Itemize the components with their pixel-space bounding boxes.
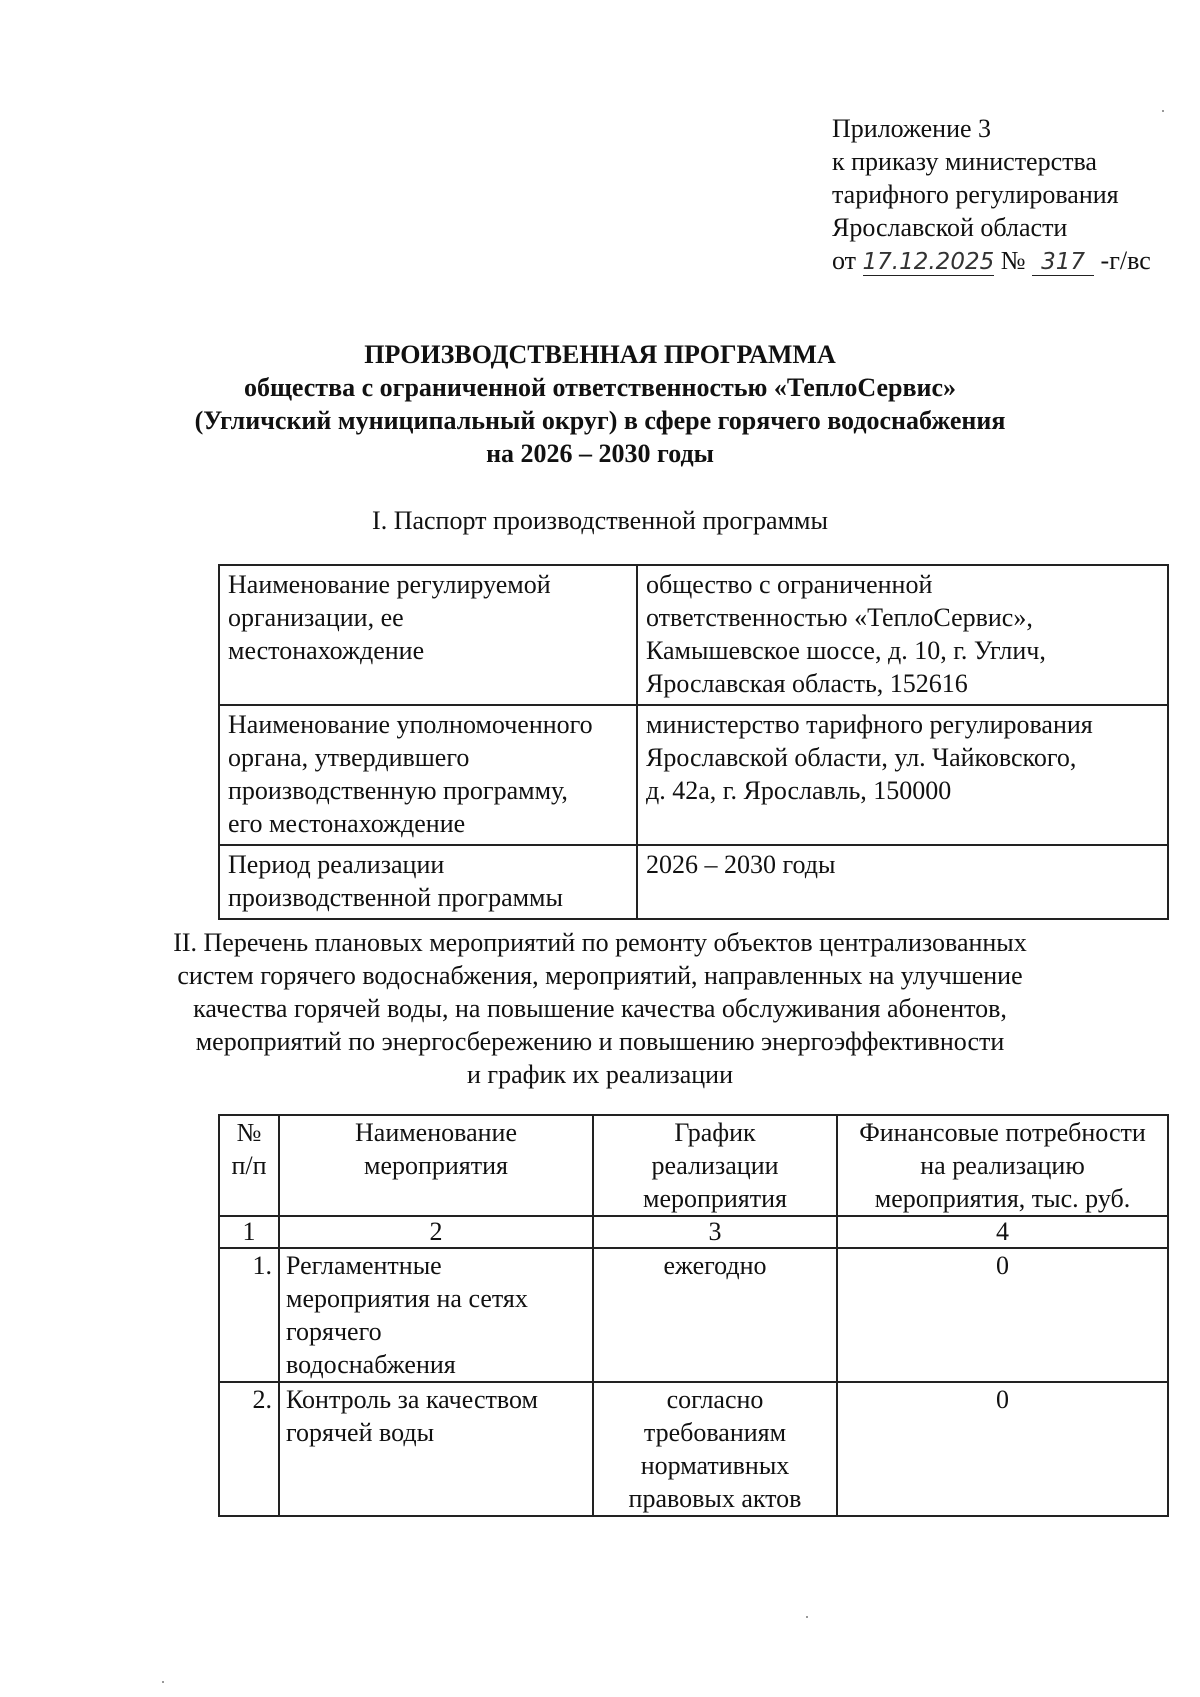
schedule-cell [593,1382,837,1516]
text-line: Ярославской области, ул. Чайковского, [646,743,1077,772]
text-line: мероприятия, тыс. руб. [874,1184,1131,1213]
text-line: Наименование [355,1118,517,1147]
text-line: 2026 – 2030 годы [646,850,836,879]
appendix-order-line [832,244,1172,277]
text-line: Наименование уполномоченного [228,710,593,739]
text-line: правовых актов [628,1484,802,1513]
text-line: согласно [666,1385,764,1414]
appendix-line-4: Ярославской области [832,213,1068,242]
title-line-2: общества с ограниченной ответственностью «ТеплоСервис» [243,373,957,402]
appendix-line-1: Приложение 3 [832,114,992,143]
text-line: реализации [651,1151,779,1180]
passport-label-cell [219,565,637,705]
section1-heading: I. Паспорт производственной программы [372,506,828,535]
text-line: организации, ее [228,603,404,632]
text-line: № [236,1118,262,1147]
column-number: 4 [837,1216,1168,1248]
column-number: 1 [219,1216,279,1248]
passport-value-cell [637,705,1168,845]
appendix-line-3: тарифного регулирования [832,180,1119,209]
heading-line: систем горячего водоснабжения, мероприятий, направленных на улучшение [177,961,1023,990]
text-line: Финансовые потребности [859,1118,1146,1147]
header-cell-schedule [593,1115,837,1216]
measure-name-cell [279,1248,593,1382]
appendix-line-2: к приказу министерства [832,147,1097,176]
text-line: местонахождение [228,636,425,665]
table-row [219,565,1168,705]
column-number-row [219,1216,1168,1248]
text-line: нормативных [640,1451,790,1480]
text-line: мероприятия на сетях [286,1284,528,1313]
title-line-3: (Угличский муниципальный округ) в сфере горячего водоснабжения [194,406,1006,435]
order-number-sign: № [1000,246,1026,275]
table-row [219,845,1168,919]
passport-value-cell [637,565,1168,705]
measure-name-cell [279,1382,593,1516]
text-line: требованиям [643,1418,787,1447]
cost-cell: 0 [837,1382,1168,1516]
header-cell-number [219,1115,279,1216]
text-line: на реализацию [920,1151,1085,1180]
text-line: ежегодно [663,1251,767,1280]
title-line-4: на 2026 – 2030 годы [486,439,714,468]
column-number: 2 [279,1216,593,1248]
text-line: горячего [286,1317,382,1346]
text-line: Регламентные [286,1251,442,1280]
text-line: Период реализации [228,850,445,879]
table-row [219,705,1168,845]
table-row [219,1248,1168,1382]
text-line: График [674,1118,756,1147]
text-line: министерство тарифного регулирования [646,710,1093,739]
table-row [219,1382,1168,1516]
scan-speck [806,1616,808,1618]
passport-label-cell [219,845,637,919]
scan-speck [1162,110,1164,112]
heading-line: и график их реализации [467,1060,733,1089]
header-cell-name [279,1115,593,1216]
order-number-suffix: -г/вс [1100,246,1151,275]
row-number: 1. [219,1248,279,1382]
order-number-handwritten: 317 [1032,249,1094,276]
passport-label-cell [219,705,637,845]
text-line: мероприятия [642,1184,787,1213]
text-line: ответственностью «ТеплоСервис», [646,603,1033,632]
header-cell-cost [837,1115,1168,1216]
text-line: производственной программы [228,883,563,912]
table-header-row [219,1115,1168,1216]
text-line: горячей воды [286,1418,435,1447]
scan-speck [162,1681,164,1683]
text-line: водоснабжения [286,1350,456,1379]
measures-table [218,1114,1169,1517]
passport-table [218,564,1169,920]
text-line: Наименование регулируемой [228,570,551,599]
text-line: производственную программу, [228,776,568,805]
text-line: его местонахождение [228,809,466,838]
schedule-cell [593,1248,837,1382]
heading-line: качества горячей воды, на повышение качества обслуживания абонентов, [193,994,1007,1023]
text-line: Контроль за качеством [286,1385,538,1414]
heading-line: II. Перечень плановых мероприятий по ремонту объектов централизованных [173,928,1027,957]
document-title [0,338,1200,470]
heading-line: мероприятий по энергосбережению и повышению энергоэффективности [195,1027,1005,1056]
section2-heading [150,926,1050,1091]
text-line: Ярославская область, 152616 [646,669,968,698]
text-line: общество с ограниченной [646,570,933,599]
text-line: д. 42а, г. Ярославль, 150000 [646,776,952,805]
text-line: Камышевское шоссе, д. 10, г. Углич, [646,636,1046,665]
passport-value-cell [637,845,1168,919]
appendix-from-prefix: от [832,246,857,275]
order-date-handwritten: 17.12.2025 [862,249,995,275]
appendix-block [832,112,1172,277]
cost-cell: 0 [837,1248,1168,1382]
text-line: органа, утвердившего [228,743,470,772]
column-number: 3 [593,1216,837,1248]
text-line: мероприятия [363,1151,508,1180]
text-line: п/п [231,1151,267,1180]
row-number: 2. [219,1382,279,1516]
title-line-1: ПРОИЗВОДСТВЕННАЯ ПРОГРАММА [364,340,836,369]
